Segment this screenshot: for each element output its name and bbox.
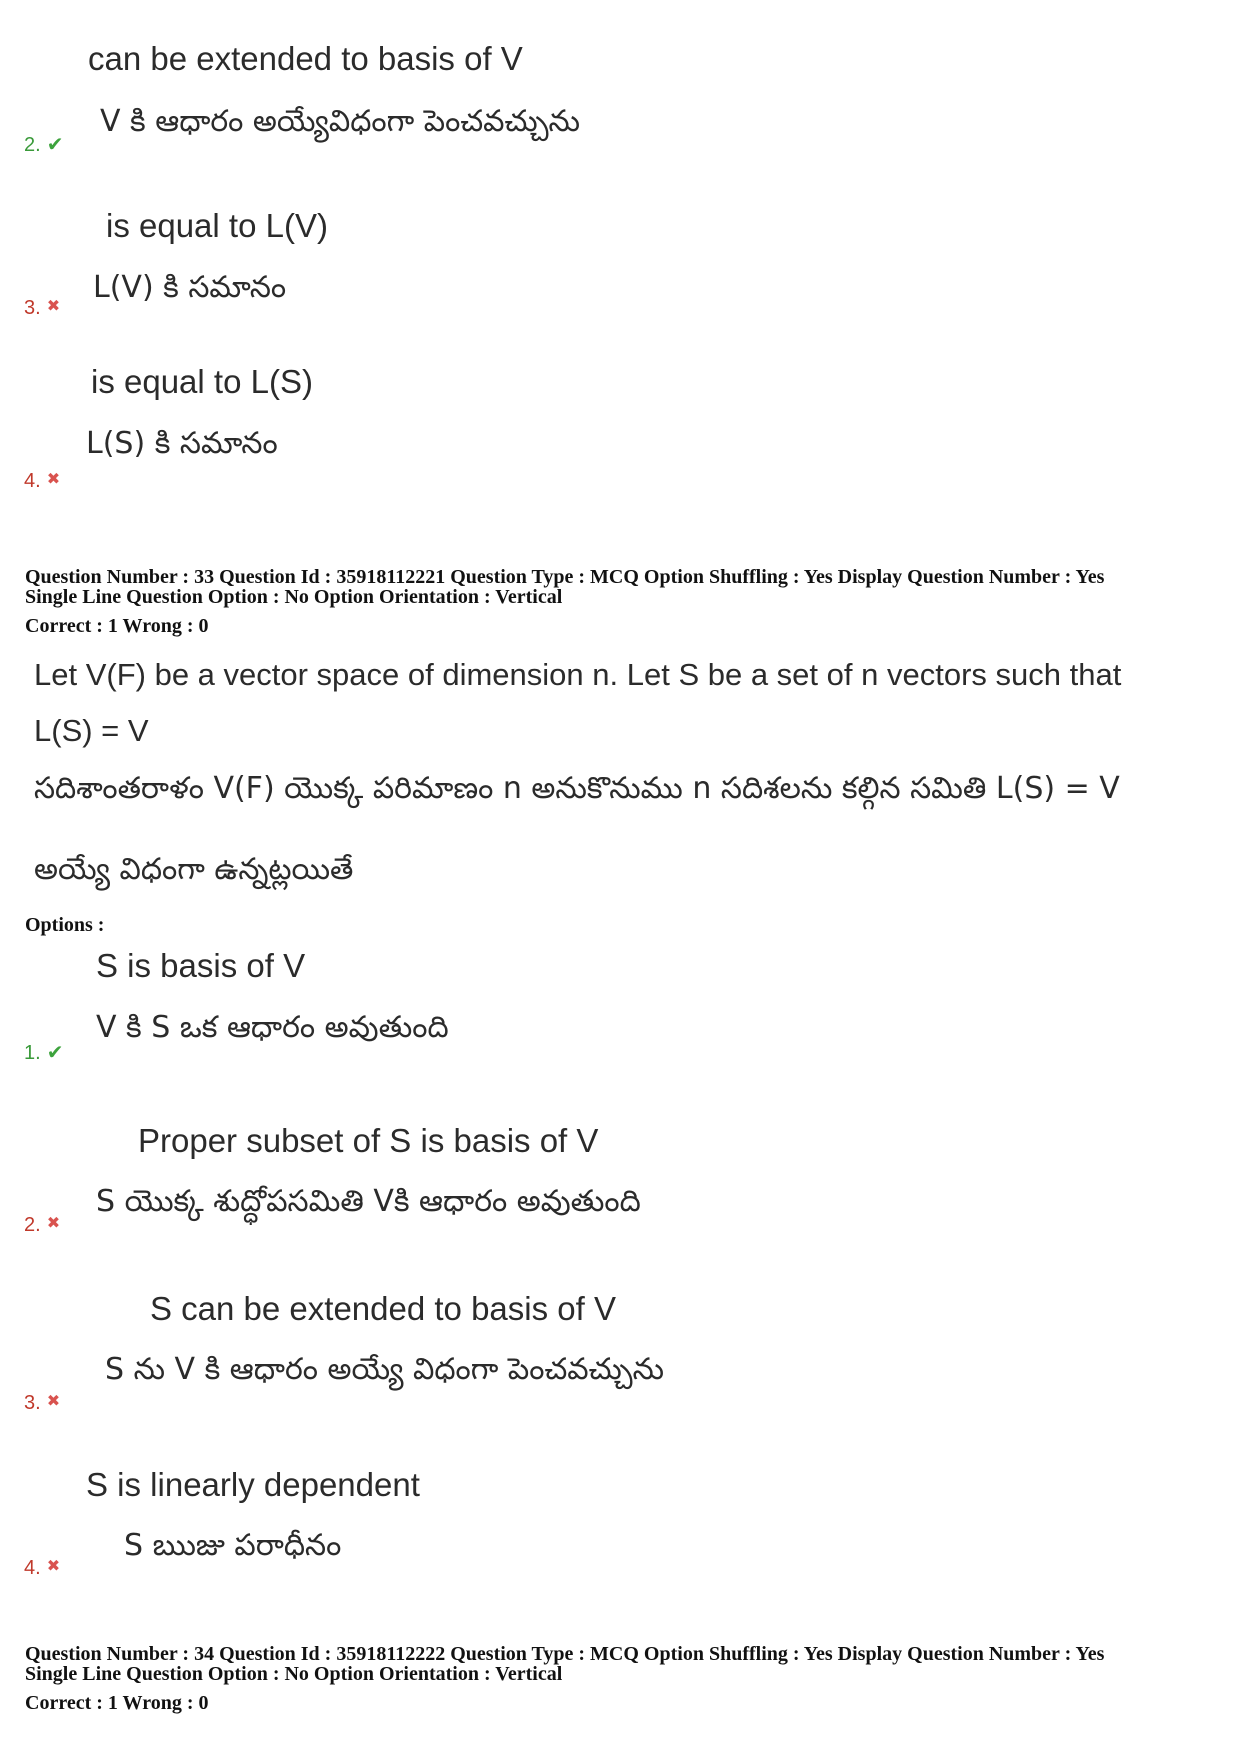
option-number: 4. bbox=[24, 1557, 41, 1579]
q33-question-text-line2: L(S) = V bbox=[34, 713, 149, 748]
cross-icon: ✖ bbox=[46, 1215, 61, 1232]
option-number: 1. bbox=[24, 1042, 41, 1064]
prev-option-4-text-en: is equal to L(S) bbox=[91, 363, 313, 400]
q33-question-text-line1: Let V(F) be a vector space of dimension n. Let S be a set of n vectors such that bbox=[34, 657, 1122, 692]
cross-icon: ✖ bbox=[46, 471, 61, 488]
q33-option-3-text-te: S ను V కి ఆధారం అయ్యే విధంగా పెంచవచ్చును bbox=[105, 1352, 665, 1387]
option-number: 2. bbox=[24, 1214, 41, 1236]
q33-option-4-text-en: S is linearly dependent bbox=[86, 1466, 420, 1503]
q33-option-1-text-te: V కి S ఒక ఆధారం అవుతుంది bbox=[96, 1010, 449, 1045]
prev-option-4-marker bbox=[24, 469, 60, 493]
q33-marks: Correct : 1 Wrong : 0 bbox=[25, 615, 209, 637]
prev-option-2-text-te: V కి ఆధారం అయ్యేవిధంగా పెంచవచ్చును bbox=[100, 104, 580, 139]
q34-meta-line1: Question Number : 34 Question Id : 35918112222 Question Type : MCQ Option Shuffling : Yes Display Question Number : Yes bbox=[25, 1643, 1105, 1665]
prev-option-3-text-en: is equal to L(V) bbox=[106, 207, 328, 244]
prev-option-2-text-en: can be extended to basis of V bbox=[88, 40, 523, 77]
q33-option-3-text-en: S can be extended to basis of V bbox=[150, 1290, 616, 1327]
q33-question-text-te-line1: సదిశాంతరాళం V(F) యొక్క పరిమాణం n అనుకొనుము n సదిశలను కల్గిన సమితి L(S) = V bbox=[34, 771, 1120, 806]
q33-option-4-marker bbox=[24, 1556, 60, 1580]
prev-option-4-text-te: L(S) కి సమానం bbox=[86, 426, 278, 461]
q33-meta-line2: Single Line Question Option : No Option Orientation : Vertical bbox=[25, 586, 563, 608]
q33-option-2-text-en: Proper subset of S is basis of V bbox=[138, 1122, 599, 1159]
check-icon: ✔ bbox=[46, 134, 64, 156]
cross-icon: ✖ bbox=[46, 1558, 61, 1575]
q34-meta-line2: Single Line Question Option : No Option Orientation : Vertical bbox=[25, 1663, 563, 1685]
q34-marks: Correct : 1 Wrong : 0 bbox=[25, 1692, 209, 1714]
q33-option-3-marker bbox=[24, 1391, 60, 1415]
q33-option-2-marker bbox=[24, 1213, 60, 1237]
q33-meta-line1: Question Number : 33 Question Id : 35918112221 Question Type : MCQ Option Shuffling : Yes Display Question Number : Yes bbox=[25, 566, 1105, 588]
option-number: 3. bbox=[24, 1392, 41, 1414]
option-number: 3. bbox=[24, 297, 41, 319]
options-label: Options : bbox=[25, 914, 105, 936]
prev-option-2-marker bbox=[24, 132, 63, 157]
cross-icon: ✖ bbox=[46, 1393, 61, 1410]
option-number: 2. bbox=[24, 134, 41, 156]
check-icon: ✔ bbox=[46, 1042, 64, 1064]
prev-option-3-marker bbox=[24, 296, 60, 320]
q33-question-text-te-line2: అయ్యే విధంగా ఉన్నట్లయితే bbox=[34, 852, 354, 887]
q33-option-1-text-en: S is basis of V bbox=[96, 947, 306, 984]
q33-option-1-marker bbox=[24, 1040, 63, 1065]
q33-option-4-text-te: S ఋజు పరాధీనం bbox=[124, 1528, 342, 1563]
option-number: 4. bbox=[24, 470, 41, 492]
cross-icon: ✖ bbox=[46, 298, 61, 315]
prev-option-3-text-te: L(V) కి సమానం bbox=[93, 270, 287, 305]
q33-option-2-text-te: S యొక్క శుద్ధోపసమితి Vకి ఆధారం అవుతుంది bbox=[96, 1184, 641, 1219]
